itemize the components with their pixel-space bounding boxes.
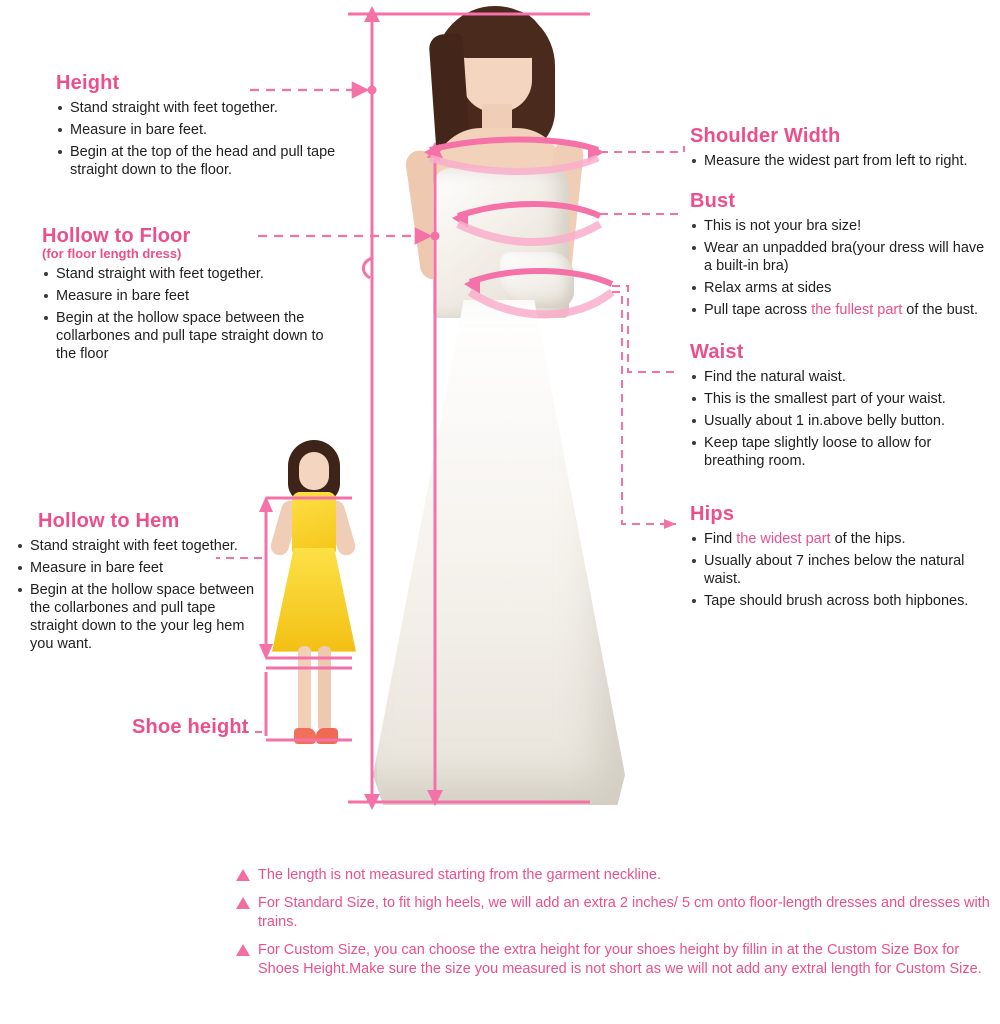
- note-item: [236, 866, 996, 885]
- list-item: This is the smallest part of your waist.: [690, 390, 990, 408]
- list-item: Measure in bare feet: [16, 559, 266, 577]
- warning-triangle-icon: [236, 897, 250, 909]
- note-item: [236, 941, 996, 979]
- section-height-list: [56, 99, 356, 179]
- note-text: For Standard Size, to fit high heels, we will add an extra 2 inches/ 5 cm onto floor-length dresses and dresses with trains.: [258, 895, 990, 930]
- list-item: Measure in bare feet.: [56, 121, 356, 139]
- short-dress-figure: [266, 440, 362, 750]
- section-waist-heading: Waist: [690, 341, 744, 363]
- list-item: Begin at the hollow space between the collarbones and pull tape straight down to the floor: [42, 309, 332, 363]
- section-shoe-height: [132, 716, 249, 739]
- section-hollow-to-hem: [16, 510, 266, 657]
- list-item: Keep tape slightly loose to allow for breathing room.: [690, 434, 990, 470]
- section-height-heading: Height: [56, 72, 120, 94]
- list-item-bust-fullest: Pull tape across the fullest part of the bust.: [690, 301, 996, 319]
- section-hollow-to-hem-list: [16, 537, 266, 653]
- note-text: For Custom Size, you can choose the extra height for your shoes height by fillin in at the Custom Size Box for Shoes Height.Make sure the size you measured is not short as we will not add any extral length for Custom Size.: [258, 942, 982, 977]
- bride-figure: [355, 0, 630, 815]
- section-waist: [690, 341, 990, 474]
- note-item: [236, 894, 996, 932]
- list-item: Measure the widest part from left to right.: [690, 152, 996, 170]
- warning-triangle-icon: [236, 869, 250, 881]
- section-bust-heading: Bust: [690, 190, 736, 212]
- section-shoulder-width-list: [690, 152, 996, 170]
- list-item: Stand straight with feet together.: [42, 265, 332, 283]
- section-bust: [690, 190, 996, 323]
- list-item: Stand straight with feet together.: [56, 99, 356, 117]
- section-bust-list: [690, 217, 996, 319]
- list-item: Usually about 7 inches below the natural waist.: [690, 552, 990, 588]
- bust-highlight: the fullest part: [811, 302, 903, 318]
- note-text: The length is not measured starting from the garment neckline.: [258, 867, 661, 883]
- list-item: Begin at the hollow space between the collarbones and pull tape straight down to the your leg hem you want.: [16, 581, 266, 653]
- list-item: Stand straight with feet together.: [16, 537, 266, 555]
- section-hips-list: [690, 530, 990, 610]
- section-shoulder-width: [690, 125, 996, 174]
- list-item: Measure in bare feet: [42, 287, 332, 305]
- section-height: [56, 72, 356, 183]
- list-item: Usually about 1 in.above belly button.: [690, 412, 990, 430]
- list-item: Begin at the top of the head and pull tape straight down to the floor.: [56, 143, 356, 179]
- list-item-hips-widest: Find the widest part of the hips.: [690, 530, 990, 548]
- list-item: Wear an unpadded bra(your dress will have a built-in bra): [690, 239, 996, 275]
- list-item: Relax arms at sides: [690, 279, 996, 297]
- section-shoulder-width-heading: Shoulder Width: [690, 125, 841, 147]
- warning-triangle-icon: [236, 944, 250, 956]
- footer-notes: [236, 866, 996, 988]
- section-hollow-to-floor-list: [42, 265, 332, 363]
- list-item: Find the natural waist.: [690, 368, 990, 386]
- section-hips: [690, 503, 990, 614]
- list-item: This is not your bra size!: [690, 217, 996, 235]
- section-waist-list: [690, 368, 990, 470]
- section-hollow-to-floor: [42, 225, 332, 367]
- section-hollow-to-floor-subheading: (for floor length dress): [42, 246, 182, 261]
- section-hollow-to-hem-heading: Hollow to Hem: [38, 510, 180, 532]
- section-shoe-height-heading: Shoe height: [132, 716, 249, 738]
- hips-highlight: the widest part: [736, 531, 831, 547]
- list-item: Tape should brush across both hipbones.: [690, 592, 990, 610]
- section-hips-heading: Hips: [690, 503, 735, 525]
- section-hollow-to-floor-heading: Hollow to Floor: [42, 225, 191, 247]
